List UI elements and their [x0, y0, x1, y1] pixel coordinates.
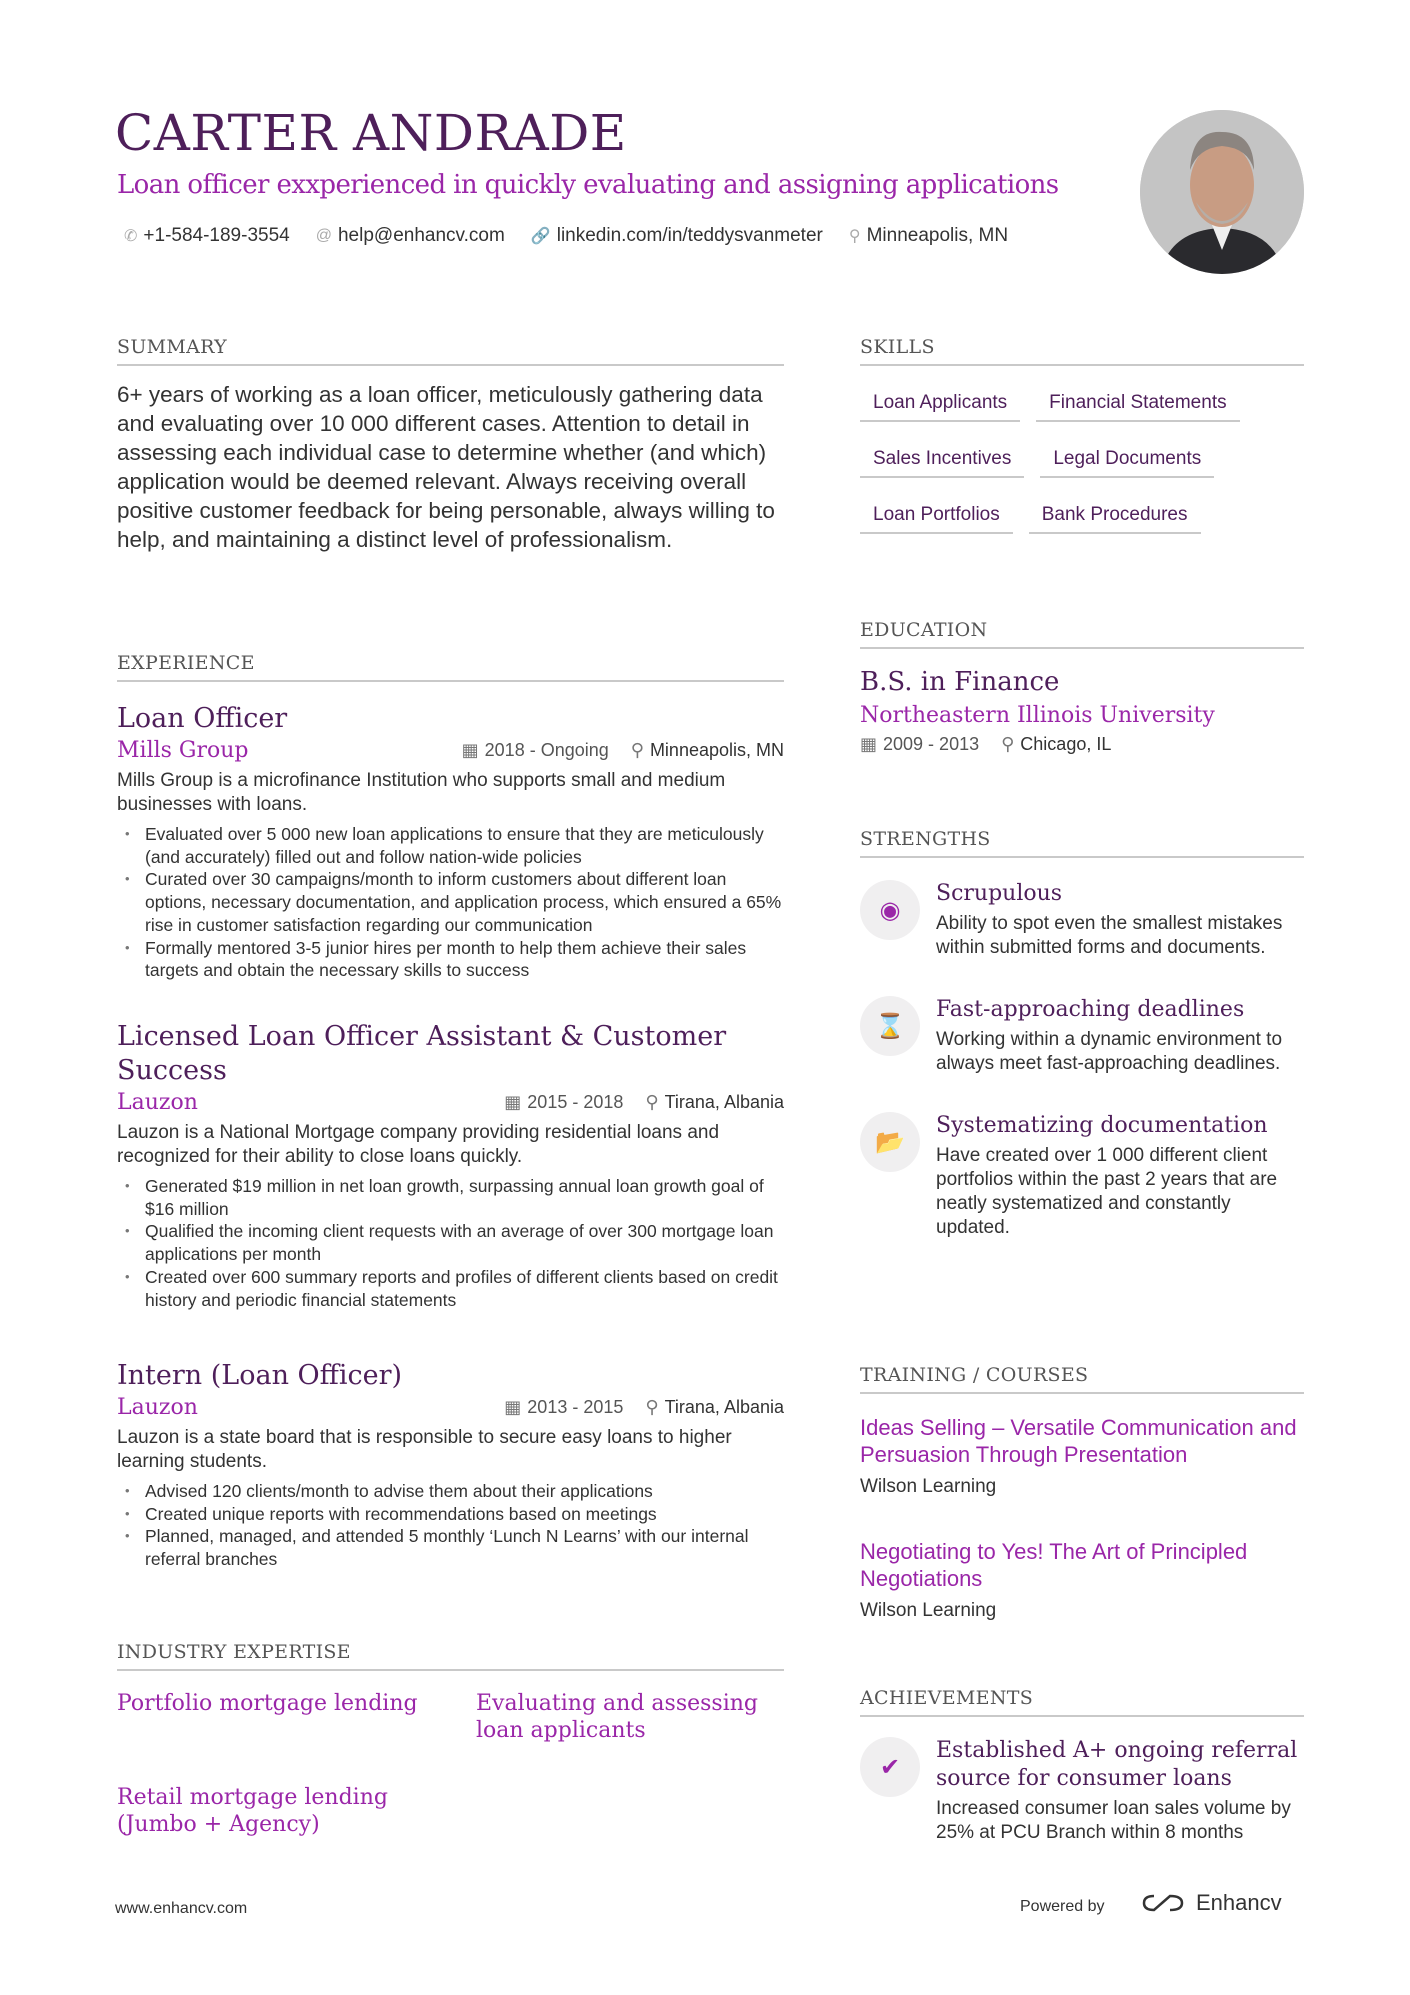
industry-item: Portfolio mortgage lending	[117, 1691, 418, 1716]
calendar-icon: ▦	[504, 1092, 522, 1112]
contact-item[interactable]	[531, 225, 823, 247]
industry-item: Evaluating and assessing loan applicants	[476, 1691, 758, 1743]
job-title: Loan Officer	[117, 703, 288, 734]
location-icon: ⚲	[1001, 734, 1015, 754]
course-org: Wilson Learning	[860, 1476, 997, 1497]
section-title: STRENGTHS	[860, 828, 1304, 858]
edu-location: Chicago, IL	[1020, 734, 1112, 754]
contact-item[interactable]	[124, 225, 290, 247]
section-title: EXPERIENCE	[117, 652, 784, 682]
folder-open-icon: 📂	[860, 1112, 920, 1172]
at-icon: @	[315, 227, 332, 244]
education-section	[860, 619, 1304, 755]
bullet-item: • Curated over 30 campaigns/month to inform customers about different loan options, necessary documentation, and application process, which ensured a 65% rise in customer satisfaction regarding our communication	[145, 868, 784, 936]
strength-item	[860, 996, 1304, 1076]
strength-body	[936, 1112, 1304, 1240]
location-icon: ⚲	[630, 740, 644, 760]
profile-photo	[1140, 110, 1304, 274]
strength-item	[860, 880, 1304, 960]
bullet-item: • Formally mentored 3-5 junior hires per month to help them achieve their sales targets and obtain the necessary skills to success	[145, 937, 784, 982]
contact-text[interactable]: Minneapolis, MN	[866, 225, 1009, 246]
section-title: ACHIEVEMENTS	[860, 1687, 1304, 1717]
location	[645, 1397, 784, 1418]
achievement-item	[860, 1737, 1304, 1845]
job-bullets	[117, 1480, 784, 1571]
course-org: Wilson Learning	[860, 1600, 997, 1621]
calendar-icon: ▦	[504, 1397, 522, 1417]
bullet-item: • Created over 600 summary reports and profiles of different clients based on credit history and periodic financial statements	[145, 1266, 784, 1311]
calendar-icon: ▦	[860, 734, 878, 754]
company-name: Lauzon	[117, 1090, 198, 1115]
bullet-item: • Planned, managed, and attended 5 monthly ‘Lunch N Learns’ with our internal referral branches	[145, 1525, 784, 1570]
achievement-body	[936, 1737, 1304, 1845]
contact-text[interactable]: help@enhancv.com	[337, 225, 505, 246]
job-location: Tirana, Albania	[664, 1397, 784, 1417]
phone-icon: ✆	[124, 228, 138, 245]
summary-text: 6+ years of working as a loan officer, meticulously gathering data and evaluating over 10 000 different cases. Attention to detail in assessing each individual case to determine whether (and which) application would be deemed relevant. Always receiving overall positive customer feedback for being personable, always willing to help, and maintaining a distinct level of professionalism.	[117, 382, 775, 552]
dates	[504, 1397, 623, 1418]
course-title[interactable]: Ideas Selling – Versatile Communication and Persuasion Through Presentation	[860, 1415, 1297, 1467]
achievement-title: Established A+ ongoing referral source for consumer loans	[936, 1738, 1298, 1791]
training-section	[860, 1364, 1304, 1622]
degree: B.S. in Finance	[860, 667, 1060, 697]
footer-url[interactable]: www.enhancv.com	[115, 1900, 248, 1917]
contact-item[interactable]	[849, 225, 1008, 247]
check-icon: ✔	[860, 1737, 920, 1797]
bullet-item: • Qualified the incoming client requests with an average of over 300 mortgage loan applications per month	[145, 1220, 784, 1265]
enhancv-logo[interactable]	[1140, 1890, 1282, 1916]
strength-desc: Have created over 1 000 different client portfolios within the past 2 years that are neatly systematized and constantly updated.	[936, 1145, 1278, 1238]
location	[631, 740, 784, 761]
skills-section	[860, 336, 1304, 534]
contact-item[interactable]	[316, 225, 505, 247]
strength-body	[936, 880, 1304, 960]
dates	[462, 740, 609, 761]
candidate-name: CARTER ANDRADE	[115, 104, 627, 162]
experience-section	[117, 652, 784, 682]
hourglass-icon: ⌛	[860, 996, 920, 1056]
strength-item	[860, 1112, 1304, 1240]
school: Northeastern Illinois University	[860, 703, 1215, 728]
job-bullets	[117, 1175, 784, 1311]
bullet-item: • Evaluated over 5 000 new loan applications to ensure that they are meticulously (and accurately) filled out and follow nation-wide policies	[145, 823, 784, 868]
contact-text[interactable]: +1-584-189-3554	[143, 225, 290, 246]
job-location: Tirana, Albania	[664, 1092, 784, 1112]
skill-tag: Loan Applicants	[860, 388, 1020, 422]
edu-dates: 2009 - 2013	[883, 734, 980, 754]
job-location: Minneapolis, MN	[649, 740, 784, 760]
strength-desc: Ability to spot even the smallest mistakes within submitted forms and documents.	[936, 913, 1283, 958]
course-title[interactable]: Negotiating to Yes! The Art of Principled Negotiations	[860, 1539, 1248, 1591]
enhancv-logo-icon	[1140, 1892, 1186, 1914]
job-description: Lauzon is a state board that is responsible to secure easy loans to higher learning students.	[117, 1427, 732, 1472]
section-title: TRAINING / COURSES	[860, 1364, 1304, 1394]
strength-title: Fast-approaching deadlines	[936, 997, 1245, 1022]
strength-title: Scrupulous	[936, 881, 1063, 906]
calendar-icon: ▦	[461, 740, 479, 760]
location-icon: ⚲	[645, 1092, 659, 1112]
industry-section	[117, 1641, 784, 1671]
job-meta-row	[117, 1395, 784, 1420]
job-meta-row	[117, 738, 784, 763]
job-meta	[462, 740, 784, 761]
location-icon: ⚲	[645, 1397, 659, 1417]
section-title: INDUSTRY EXPERTISE	[117, 1641, 784, 1671]
job-meta	[504, 1092, 784, 1113]
company-name: Mills Group	[117, 738, 249, 763]
skill-tag: Sales Incentives	[860, 444, 1024, 478]
skill-tag: Legal Documents	[1040, 444, 1214, 478]
achievements-section	[860, 1687, 1304, 1845]
bullet-item: • Created unique reports with recommendations based on meetings	[145, 1503, 784, 1526]
job-bullets	[117, 823, 784, 982]
link-icon: 🔗	[530, 228, 551, 245]
job-meta	[504, 1397, 784, 1418]
job-description: Lauzon is a National Mortgage company providing residential loans and recognized for their ability to close loans quickly.	[117, 1122, 720, 1167]
job-dates: 2013 - 2015	[527, 1397, 624, 1417]
contact-list	[124, 225, 1008, 247]
course-item	[860, 1538, 1304, 1622]
course-item	[860, 1414, 1304, 1498]
job-description: Mills Group is a microfinance Institution who supports small and medium businesses with loans.	[117, 770, 726, 815]
contact-text[interactable]: linkedin.com/in/teddysvanmeter	[556, 225, 823, 246]
skill-tag: Loan Portfolios	[860, 500, 1013, 534]
summary-section	[117, 336, 784, 554]
skill-tag: Financial Statements	[1036, 388, 1239, 422]
bullet-item: • Generated $19 million in net loan growth, surpassing annual loan growth goal of $16 million	[145, 1175, 784, 1220]
section-title: EDUCATION	[860, 619, 1304, 649]
skill-tag: Bank Procedures	[1029, 500, 1201, 534]
job-entry	[117, 702, 784, 982]
job-title: Licensed Loan Officer Assistant & Customer Success	[117, 1021, 727, 1086]
location	[645, 1092, 784, 1113]
achievement-desc: Increased consumer loan sales volume by 25% at PCU Branch within 8 months	[936, 1798, 1291, 1843]
job-entry	[117, 1359, 784, 1571]
job-title: Intern (Loan Officer)	[117, 1360, 403, 1391]
strength-title: Systematizing documentation	[936, 1113, 1268, 1138]
company-name: Lauzon	[117, 1395, 198, 1420]
job-dates: 2015 - 2018	[527, 1092, 624, 1112]
industry-item: Retail mortgage lending (Jumbo + Agency)	[117, 1785, 388, 1837]
job-dates: 2018 - Ongoing	[484, 740, 609, 760]
job-meta-row	[117, 1090, 784, 1115]
eye-icon: ◉	[860, 880, 920, 940]
tagline: Loan officer exxperienced in quickly evaluating and assigning applications	[117, 170, 1059, 200]
dates	[504, 1092, 623, 1113]
brand-name: Enhancv	[1196, 1890, 1282, 1915]
section-title: SUMMARY	[117, 336, 784, 366]
job-entry	[117, 1020, 784, 1311]
strength-body	[936, 996, 1304, 1076]
section-title: SKILLS	[860, 336, 1304, 366]
bullet-item: • Advised 120 clients/month to advise them about their applications	[145, 1480, 784, 1503]
powered-by-label: Powered by	[1020, 1898, 1105, 1915]
strength-desc: Working within a dynamic environment to always meet fast-approaching deadlines.	[936, 1029, 1283, 1074]
location-icon: ⚲	[848, 228, 861, 245]
strengths-section	[860, 828, 1304, 1240]
